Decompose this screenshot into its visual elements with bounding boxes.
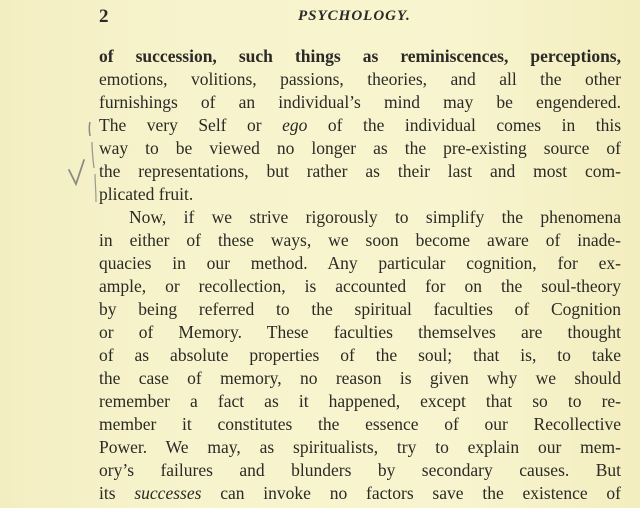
text-line: Power. We may, as spiritualists, try to explain our mem- — [99, 437, 621, 457]
emphasis-ego: ego — [282, 115, 308, 135]
paragraph-start-line: Now, if we strive rigorously to simplify the phenomena — [129, 207, 621, 227]
text-line: The very Self or ego of the individual comes in this — [99, 115, 621, 135]
text-line: plicated fruit. — [99, 184, 194, 204]
text-line: member it constitutes the essence of our Recollective — [99, 414, 621, 434]
text-line: of as absolute properties of the soul; that is, to take — [99, 345, 621, 365]
text-line: its successes can invoke no factors save the existence of — [99, 483, 621, 503]
text-line: the case of memory, no reason is given why we should — [99, 368, 621, 388]
running-head: PSYCHOLOGY. — [298, 8, 411, 24]
text-line: ample, or recollection, is accounted for on the soul-theory — [99, 276, 621, 296]
text-line: or of Memory. These faculties themselves are thought — [99, 322, 621, 342]
text-line: quacies in our method. Any particular cognition, for ex- — [99, 253, 621, 273]
page-number: 2 — [99, 6, 109, 27]
text-line: furnishings of an individual’s mind may be engendered. — [99, 92, 621, 112]
text-line: by being referred to the spiritual faculties of Cognition — [99, 299, 621, 319]
text-line: of succession, such things as reminiscences, perceptions, — [99, 46, 621, 66]
text-line: way to be viewed no longer as the pre-existing source of — [99, 138, 621, 158]
text-line: ory’s failures and blunders by secondary causes. But — [99, 460, 621, 480]
emphasis-successes: successes — [134, 483, 202, 503]
text-line: the representations, but rather as their last and most com- — [99, 161, 621, 181]
text-line: emotions, volitions, passions, theories, and all the other — [99, 69, 621, 89]
text-line: in either of these ways, we soon become aware of inade- — [99, 230, 621, 250]
text-line: remember a fact as it happened, except that so to re- — [99, 391, 621, 411]
